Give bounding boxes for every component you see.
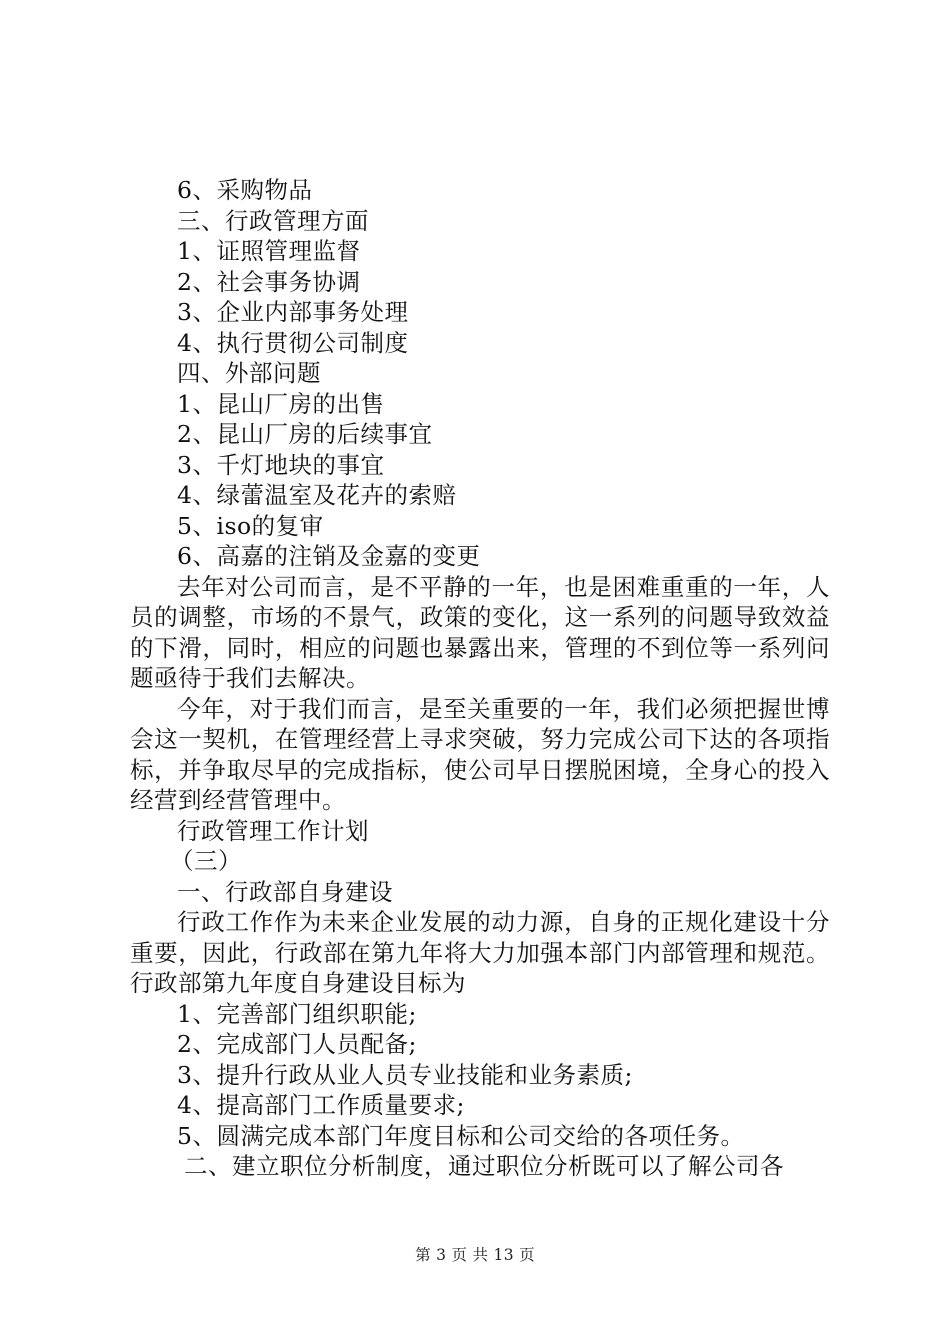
list-item: 3、企业内部事务处理 bbox=[177, 298, 409, 326]
body-paragraph: 行政工作作为未来企业发展的动力源，自身的正规化建设十分重要，因此，行政部在第九年将大力加强本部门内部管理和规范。行政部第九年度自身建设目标为 bbox=[130, 908, 830, 997]
document-body bbox=[130, 175, 830, 1182]
list-item: 4、绿蕾温室及花卉的索赔 bbox=[177, 481, 457, 509]
list-item: 2、完成部门人员配备; bbox=[177, 1030, 417, 1058]
list-item: （三） bbox=[170, 847, 242, 875]
list-item: 4、提高部门工作质量要求; bbox=[177, 1091, 465, 1119]
list-item: 5、iso的复审 bbox=[177, 511, 324, 540]
body-paragraph: 去年对公司而言，是不平静的一年，也是困难重重的一年，人员的调整，市场的不景气，政策的变化，这一系列的问题导致效益的下滑，同时，相应的问题也暴露出来，管理的不到位等一系列问题亟待于我们去解决。 bbox=[130, 572, 830, 692]
list-item: 2、昆山厂房的后续事宜 bbox=[177, 420, 433, 448]
list-item: 三、行政管理方面 bbox=[177, 206, 369, 235]
page-footer: 第 3 页 共 13 页 bbox=[415, 1246, 535, 1264]
list-item: 四、外部问题 bbox=[177, 359, 321, 387]
list-item: 一、行政部自身建设 bbox=[177, 877, 393, 906]
list-item: 3、千灯地块的事宜 bbox=[177, 450, 385, 479]
list-item: 1、完善部门组织职能; bbox=[177, 999, 417, 1028]
list-item: 1、证照管理监督 bbox=[177, 237, 361, 265]
list-item: 3、提升行政从业人员专业技能和业务素质; bbox=[177, 1060, 633, 1089]
list-item: 1、昆山厂房的出售 bbox=[177, 389, 385, 418]
body-paragraph: 今年，对于我们而言，是至关重要的一年，我们必须把握世博会这一契机，在管理经营上寻求突破，努力完成公司下达的各项指标，并争取尽早的完成指标，使公司早日摆脱困境，全身心的投入经营到经营管理中。 bbox=[130, 694, 830, 814]
list-item: 6、高嘉的注销及金嘉的变更 bbox=[177, 542, 481, 570]
list-item: 2、社会事务协调 bbox=[177, 267, 361, 296]
list-item: 5、圆满完成本部门年度目标和公司交给的各项任务。 bbox=[177, 1121, 745, 1150]
list-item: 二、建立职位分析制度，通过职位分析既可以了解公司各 bbox=[184, 1152, 784, 1180]
list-item: 6、采购物品 bbox=[177, 176, 313, 204]
list-item: 行政管理工作计划 bbox=[177, 816, 369, 845]
list-item: 4、执行贯彻公司制度 bbox=[177, 328, 409, 357]
